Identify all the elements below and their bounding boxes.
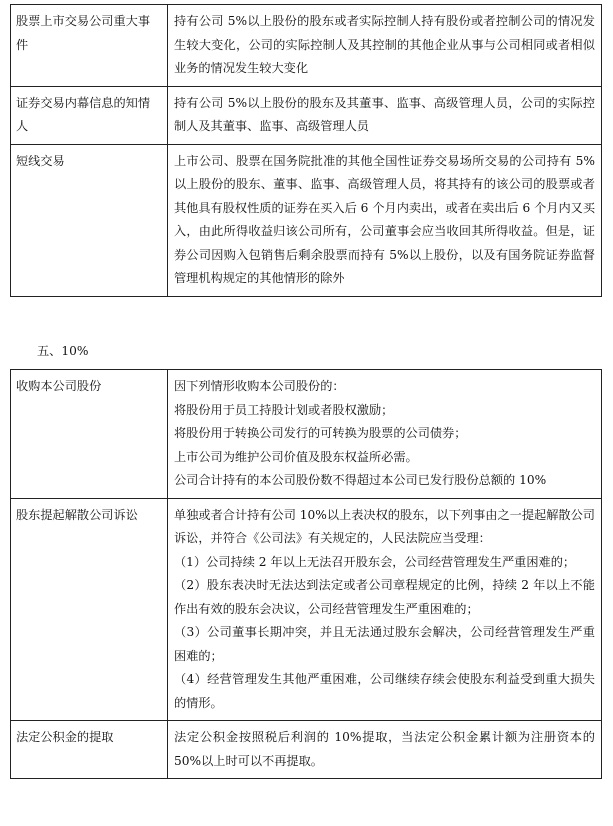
paragraph: 因下列情形收购本公司股份的： — [174, 379, 345, 393]
table-securities-events — [10, 4, 602, 297]
row-content — [168, 498, 602, 721]
row-content — [168, 370, 602, 499]
paragraph: 单独或者合计持有公司 10%以上表决权的股东，以下列事由之一提起解散公司诉讼，并符合《公司法》有关规定的，人民法院应当受理： — [174, 507, 595, 545]
table-row — [11, 144, 602, 296]
paragraph: 将股份用于转换公司发行的可转换为股票的公司债券； — [174, 426, 467, 440]
row-content: 上市公司、股票在国务院批准的其他全国性证券交易场所交易的公司持有 5%以上股份的股东、董事、监事、高级管理人员，将其持有的该公司的股票或者其他具有股权性质的证券在买入后 6 个月内卖出，或者在卖出后 6 个月内又买入，由此所得收益归该公司所有，公司董事会应当收回其所得收益。但是，证券公司因购入包销售后剩余股票而持有 5%以上股份，以及有国务院证券监督管理机构规定的其他情形的除外 — [168, 144, 602, 296]
table-row — [11, 721, 602, 779]
paragraph: （2）股东表决时无法达到法定或者公司章程规定的比例，持续 2 年以上不能作出有效的股东会决议，公司经营管理发生严重困难的； — [174, 578, 595, 616]
row-label: 股东提起解散公司诉讼 — [11, 498, 168, 721]
paragraph: （4）经营管理发生其他严重困难，公司继续存续会使股东利益受到重大损失的情形。 — [174, 672, 595, 710]
section-heading: 五、10% — [37, 344, 89, 358]
paragraph: 公司合计持有的本公司股份数不得超过本公司已发行股份总额的 10% — [174, 473, 547, 487]
table-row — [11, 86, 602, 144]
row-label: 法定公积金的提取 — [11, 721, 168, 779]
row-label: 收购本公司股份 — [11, 370, 168, 499]
row-label: 短线交易 — [11, 144, 168, 296]
row-label: 股票上市交易公司重大事件 — [11, 5, 168, 87]
row-label: 证券交易内幕信息的知情人 — [11, 86, 168, 144]
table-row — [11, 498, 602, 721]
table-ten-percent — [10, 369, 602, 779]
paragraph: （3）公司董事长期冲突，并且无法通过股东会解决，公司经营管理发生严重困难的； — [174, 625, 595, 663]
table-row — [11, 370, 602, 499]
row-content: 持有公司 5%以上股份的股东或者实际控制人持有股份或者控制公司的情况发生较大变化，公司的实际控制人及其控制的其他企业从事与公司相同或者相似业务的情况发生较大变化 — [168, 5, 602, 87]
paragraph: （1）公司持续 2 年以上无法召开股东会，公司经营管理发生严重困难的； — [174, 554, 576, 569]
row-content — [168, 721, 602, 779]
row-content: 持有公司 5%以上股份的股东及其董事、监事、高级管理人员，公司的实际控制人及其董事、监事、高级管理人员 — [168, 86, 602, 144]
table-row — [11, 5, 602, 87]
paragraph: 法定公积金按照税后利润的 10%提取，当法定公积金累计额为注册资本的 50%以上时可以不再提取。 — [174, 730, 595, 768]
paragraph: 将股份用于员工持股计划或者股权激励； — [174, 402, 394, 417]
paragraph: 上市公司为维护公司价值及股东权益所必需。 — [174, 449, 418, 464]
